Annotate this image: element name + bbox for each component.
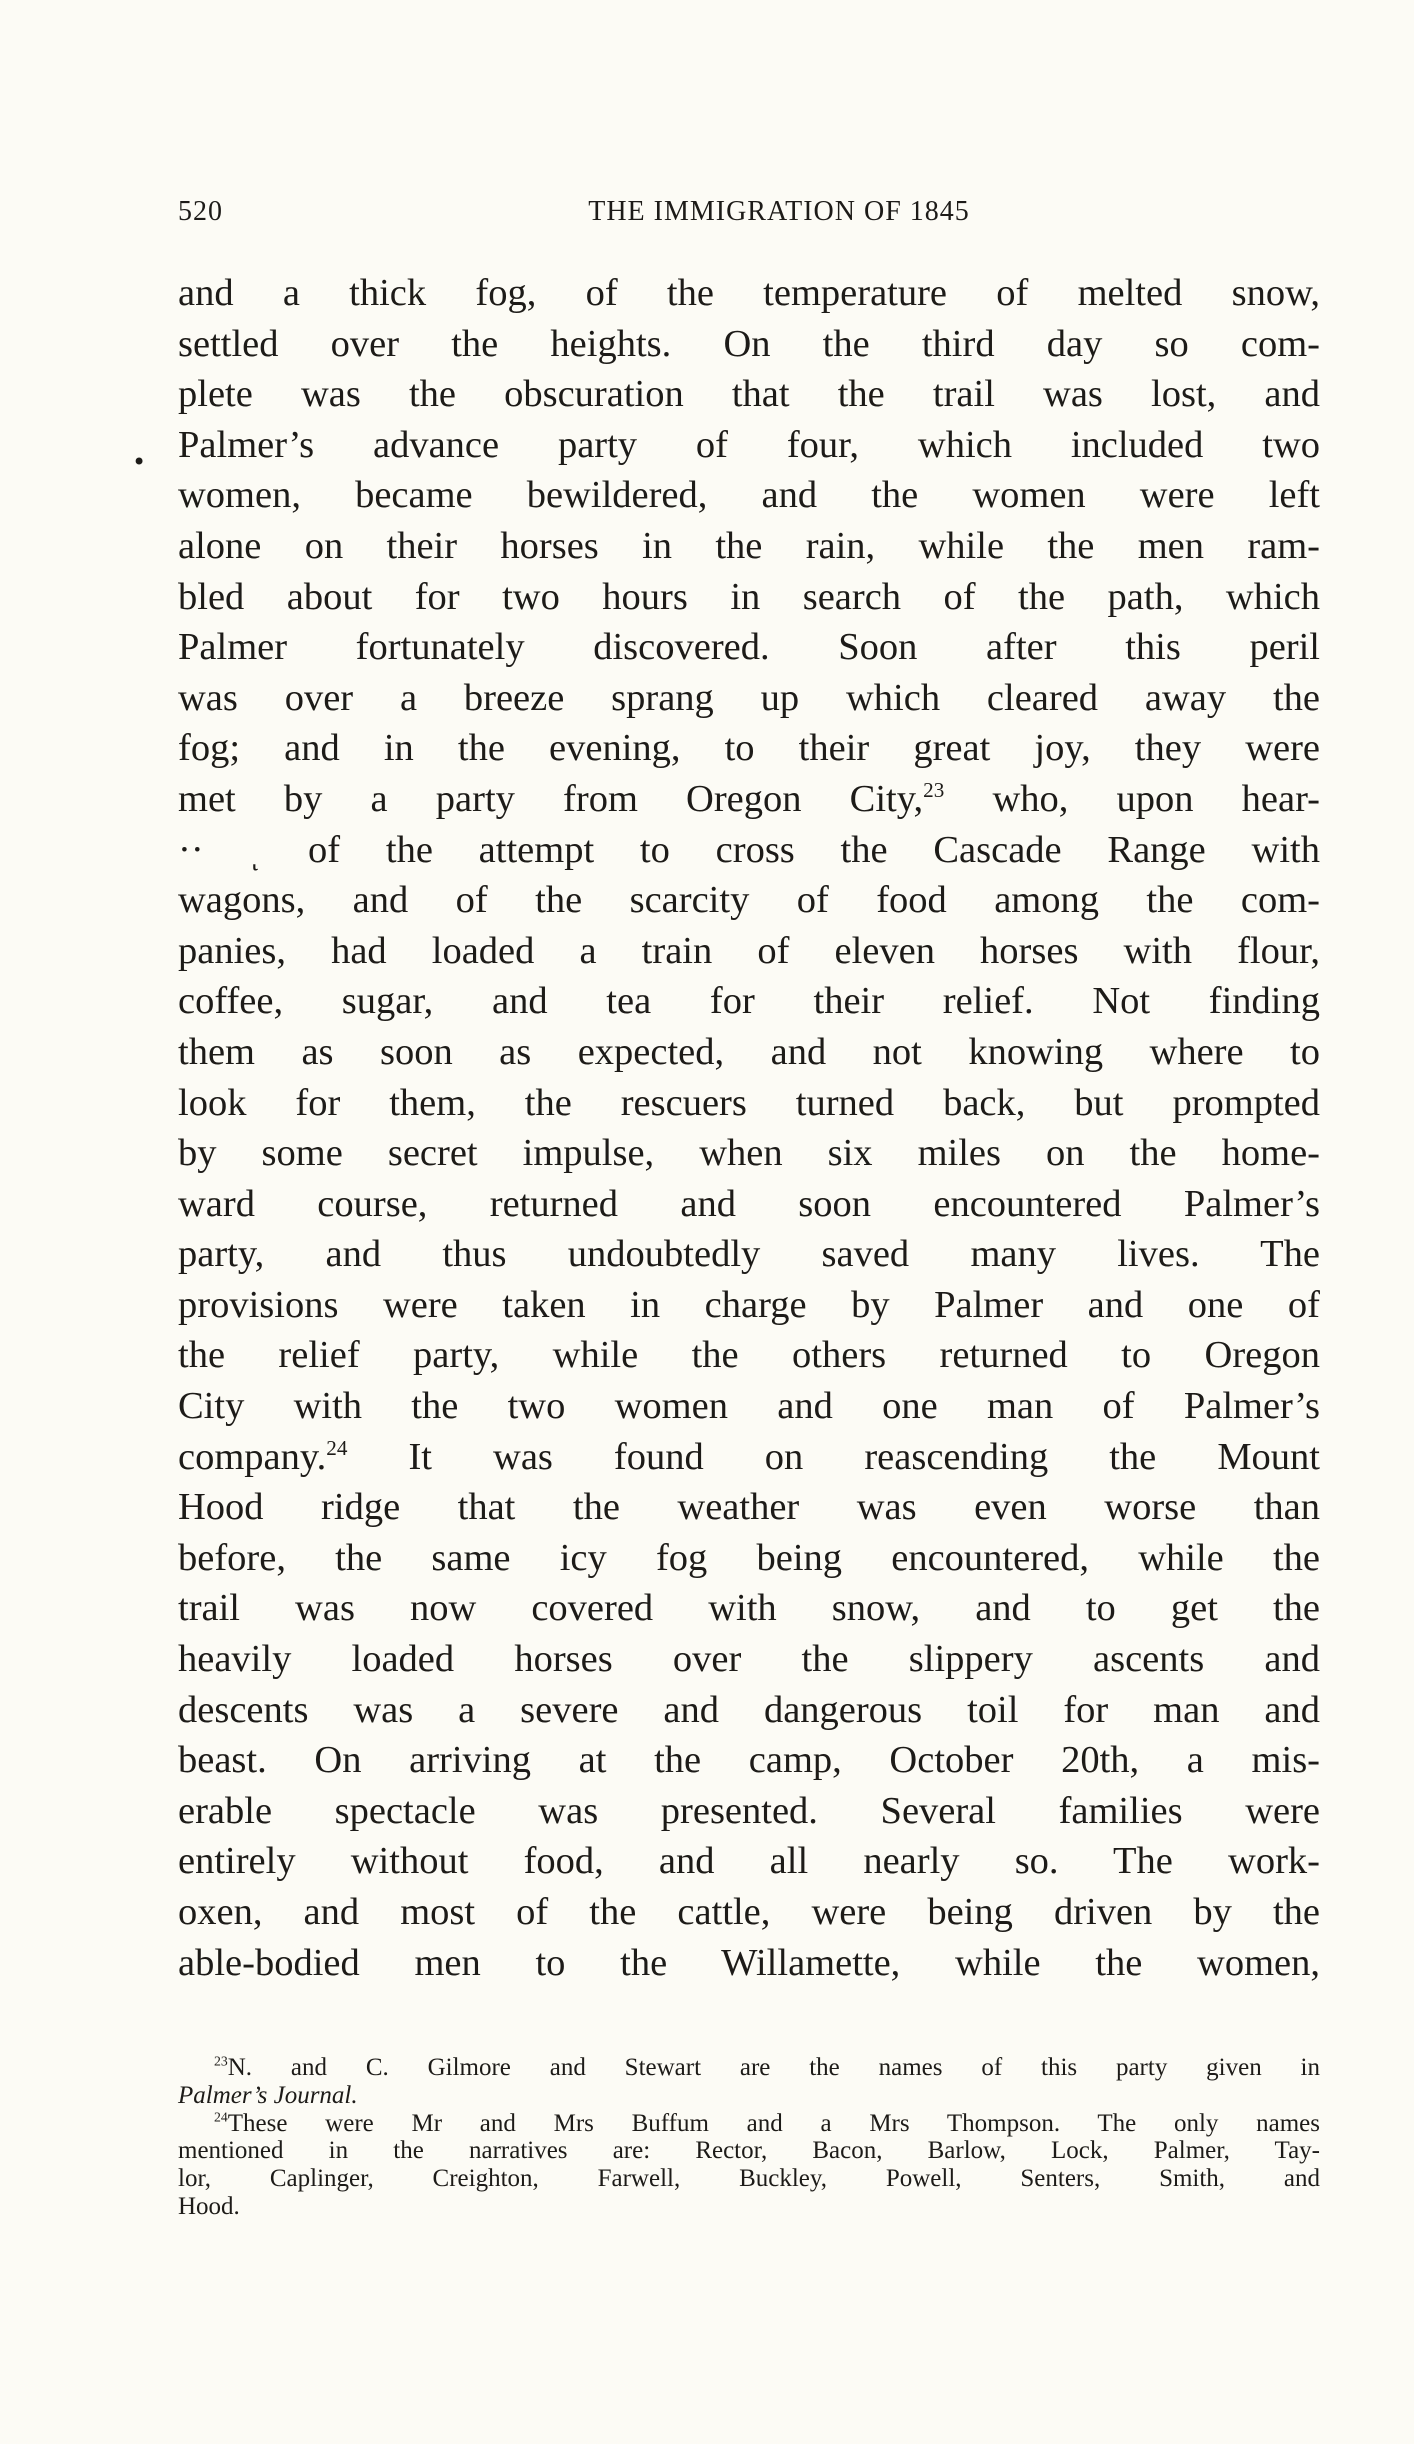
footnote-24: $^{24}$These were Mr and Mrs Buffum and a Mrs Thompson. The only names [214, 2109, 1320, 2137]
margin-bullet-mark: • [132, 448, 147, 476]
running-head [178, 196, 1320, 236]
text-line: provisions were taken in charge by Palmer and one of [178, 1283, 1320, 1326]
text-line: entirely without food, and all nearly so. The work- [178, 1840, 1320, 1883]
text-line: erable spectacle was presented. Several families were [178, 1789, 1320, 1832]
text-line: heavily loaded horses over the slippery ascents and [178, 1638, 1320, 1681]
text-line: City with the two women and one man of Palmer’s [178, 1385, 1320, 1428]
text-line: trail was now covered with snow, and to get the [178, 1587, 1320, 1630]
text-line: wagons, and of the scarcity of food among the com- [178, 879, 1320, 922]
text-line: beast. On arriving at the camp, October 20th, a mis- [178, 1739, 1320, 1782]
text-line: panies, had loaded a train of eleven horses with flour, [178, 929, 1320, 972]
footnotes [178, 2054, 1320, 2221]
footnote-ref-23[interactable]: 23 [923, 778, 945, 803]
text-line: fog; and in the evening, to their great joy, they were [178, 727, 1320, 770]
text-line: before, the same icy fog being encountered, while the [178, 1536, 1320, 1579]
footnote-marker-23: 23 [214, 2053, 228, 2069]
footnote-24-cont: mentioned in the narratives are: Rector, Bacon, Barlow, Lock, Palmer, Tay- [178, 2137, 1320, 2165]
text-line: women, became bewildered, and the women were left [178, 474, 1320, 517]
footnote-24-cont: lor, Caplinger, Creighton, Farwell, Buckley, Powell, Senters, Smith, and [178, 2165, 1320, 2193]
text-line: settled over the heights. On the third day so com- [178, 322, 1320, 365]
text-line: met by a party from Oregon City,$^{23}$ who, upon hear- [178, 777, 1320, 820]
text-line: them as soon as expected, and not knowing where to [178, 1030, 1320, 1073]
footnote-marker-24: 24 [214, 2109, 228, 2125]
text-line: coffee, sugar, and tea for their relief. Not finding [178, 980, 1320, 1023]
text-line: ·· ͺ of the attempt to cross the Cascade Range with [178, 828, 1320, 871]
body-text [178, 268, 1320, 1988]
text-line: by some secret impulse, when six miles on the home- [178, 1132, 1320, 1175]
text-line: was over a breeze sprang up which cleared away the [178, 676, 1320, 719]
text-line: company.$^{24}$ It was found on reascending the Mount [178, 1435, 1320, 1478]
text-line: oxen, and most of the cattle, were being driven by the [178, 1891, 1320, 1933]
text-line: the relief party, while the others returned to Oregon [178, 1334, 1320, 1377]
page-number: 520 [178, 196, 223, 227]
footnote-24-cont: Hood. [178, 2192, 240, 2220]
footnote-23-cont: Palmer’s Journal. [178, 2081, 358, 2109]
text-line: Palmer fortunately discovered. Soon after this peril [178, 626, 1320, 669]
text-line: alone on their horses in the rain, while the men ram- [178, 524, 1320, 567]
text-line: party, and thus undoubtedly saved many lives. The [178, 1233, 1320, 1276]
text-line: descents was a severe and dangerous toil for man and [178, 1688, 1320, 1731]
text-line: and a thick fog, of the temperature of melted snow, [178, 272, 1320, 314]
footnote-23: $^{23}$N. and C. Gilmore and Stewart are the names of this party given in [214, 2053, 1320, 2081]
text-line: Palmer’s advance party of four, which included two [178, 423, 1320, 466]
text-line: look for them, the rescuers turned back, but prompted [178, 1081, 1320, 1124]
running-title: THE IMMIGRATION OF 1845 [588, 196, 970, 227]
text-line: plete was the obscuration that the trail was lost, and [178, 373, 1320, 416]
footnote-ref-24[interactable]: 24 [326, 1435, 348, 1460]
text-line: Hood ridge that the weather was even worse than [178, 1486, 1320, 1529]
text-line: bled about for two hours in search of the path, which [178, 575, 1320, 618]
text-line: ward course, returned and soon encountered Palmer’s [178, 1182, 1320, 1225]
text-line: able-bodied men to the Willamette, while the women, [178, 1941, 1320, 1984]
